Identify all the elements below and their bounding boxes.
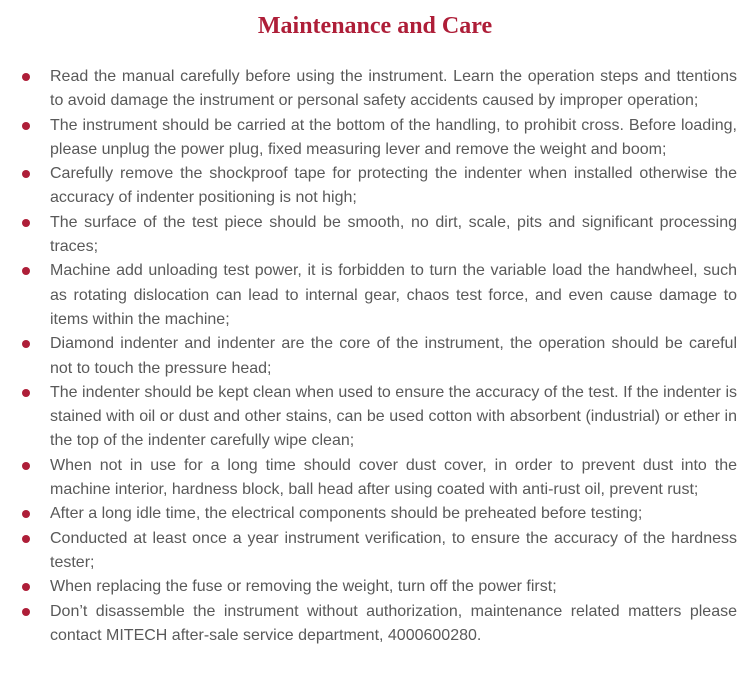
bullet-icon <box>22 583 30 591</box>
list-item <box>22 454 737 503</box>
list-item <box>22 114 737 163</box>
list-item-text: Conducted at least once a year instrument verification, to ensure the accuracy of the hardness tester; <box>50 529 737 571</box>
manual-page <box>0 12 750 697</box>
list-item-text: After a long idle time, the electrical components should be preheated before testing; <box>50 505 643 523</box>
list-item-text: Carefully remove the shockproof tape for protecting the indenter when installed otherwise the accuracy of indenter positioning is not high; <box>50 165 737 207</box>
list-item-text: Read the manual carefully before using the instrument. Learn the operation steps and ttentions to avoid damage the instrument or personal safety accidents caused by improper operation; <box>50 68 737 110</box>
bullet-icon <box>22 340 30 348</box>
bullet-icon <box>22 219 30 227</box>
list-item <box>22 381 737 454</box>
list-item-text: The surface of the test piece should be smooth, no dirt, scale, pits and significant processing traces; <box>50 213 737 256</box>
list-item-text: Diamond indenter and indenter are the core of the instrument, the operation should be careful not to touch the pressure head; <box>50 335 737 377</box>
bullet-icon <box>22 389 30 397</box>
bullet-icon <box>22 462 30 470</box>
list-item <box>22 332 737 381</box>
bullet-icon <box>22 510 30 518</box>
list-item <box>22 211 737 260</box>
list-item <box>22 600 737 649</box>
list-item-text: The instrument should be carried at the bottom of the handling, to prohibit cross. Before loading, please unplug the power plug, fixed measuring lever and remove the weight and boom; <box>50 116 737 158</box>
list-item-text: When not in use for a long time should cover dust cover, in order to prevent dust into the machine interior, hardness block, ball head after using coated with anti-rust oil, prevent rust; <box>50 456 737 499</box>
list-item-text: The indenter should be kept clean when used to ensure the accuracy of the test. If the indenter is stained with oil or dust and other stains, can be used cotton with absorbent (industrial) or ether in the top of the indenter carefully wipe clean; <box>50 383 737 450</box>
list-item <box>22 502 737 526</box>
list-item <box>22 259 737 332</box>
bullet-icon <box>22 267 30 275</box>
list-item-text: When replacing the fuse or removing the weight, turn off the power first; <box>50 578 557 596</box>
list-item <box>22 65 737 114</box>
list-item-text: Don’t disassemble the instrument without authorization, maintenance related matters please contact MITECH after-sale service department, 4000600280. <box>50 602 737 644</box>
list-item <box>22 575 737 599</box>
list-item <box>22 527 737 576</box>
page-title: Maintenance and Care <box>257 13 493 39</box>
list-item <box>22 162 737 211</box>
bullet-icon <box>22 608 30 616</box>
bullet-icon <box>22 170 30 178</box>
bullet-icon <box>22 122 30 130</box>
list-item-text: Machine add unloading test power, it is forbidden to turn the variable load the handwheel, such as rotating dislocation can lead to internal gear, chaos test force, and even cause damage to items within the machine; <box>50 262 737 328</box>
bullet-icon <box>22 535 30 543</box>
maintenance-list <box>0 65 750 648</box>
bullet-icon <box>22 73 30 81</box>
